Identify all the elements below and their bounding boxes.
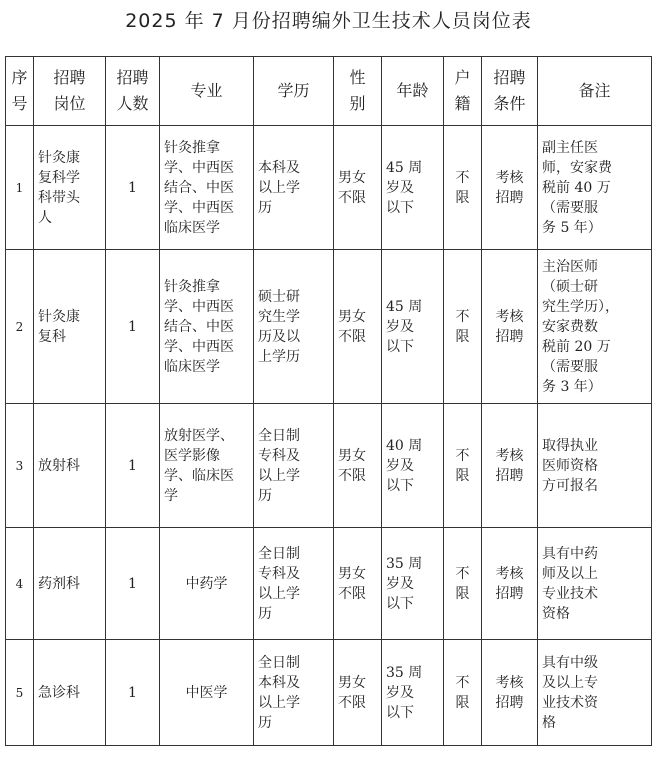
table-row xyxy=(6,404,652,528)
cell-education: 硕士研 究生学 历及以 上学历 xyxy=(254,250,334,404)
header-condition: 招聘 条件 xyxy=(482,57,538,126)
table-row xyxy=(6,126,652,250)
cell-major: 针灸推拿 学、中西医 结合、中医 学、中西医 临床医学 xyxy=(160,250,254,404)
cell-education: 全日制 专科及 以上学 历 xyxy=(254,404,334,528)
header-position: 招聘 岗位 xyxy=(34,57,106,126)
cell-count: 1 xyxy=(106,528,160,640)
cell-no: 2 xyxy=(6,250,34,404)
cell-hukou: 不 限 xyxy=(444,126,482,250)
recruitment-table xyxy=(5,56,652,746)
cell-count: 1 xyxy=(106,404,160,528)
cell-age: 35 周 岁及 以下 xyxy=(382,528,444,640)
cell-age: 45 周 岁及 以下 xyxy=(382,250,444,404)
cell-note: 取得执业 医师资格 方可报名 xyxy=(538,404,652,528)
header-no: 序 号 xyxy=(6,57,34,126)
cell-hukou: 不 限 xyxy=(444,640,482,746)
cell-hukou: 不 限 xyxy=(444,250,482,404)
cell-note: 具有中级 及以上专 业技术资 格 xyxy=(538,640,652,746)
header-major: 专业 xyxy=(160,57,254,126)
cell-hukou: 不 限 xyxy=(444,404,482,528)
header-gender: 性 别 xyxy=(334,57,382,126)
table-row xyxy=(6,250,652,404)
cell-condition: 考核 招聘 xyxy=(482,640,538,746)
page-title: 2025 年 7 月份招聘编外卫生技术人员岗位表 xyxy=(125,10,532,32)
cell-position: 急诊科 xyxy=(34,640,106,746)
cell-condition: 考核 招聘 xyxy=(482,528,538,640)
cell-gender: 男女 不限 xyxy=(334,640,382,746)
cell-major: 中药学 xyxy=(160,528,254,640)
cell-no: 5 xyxy=(6,640,34,746)
cell-major: 针灸推拿 学、中西医 结合、中医 学、中西医 临床医学 xyxy=(160,126,254,250)
cell-count: 1 xyxy=(106,126,160,250)
cell-education: 全日制 专科及 以上学 历 xyxy=(254,528,334,640)
cell-age: 35 周 岁及 以下 xyxy=(382,640,444,746)
cell-major: 放射医学、 医学影像 学、临床医 学 xyxy=(160,404,254,528)
cell-gender: 男女 不限 xyxy=(334,250,382,404)
cell-major: 中医学 xyxy=(160,640,254,746)
cell-education: 本科及 以上学 历 xyxy=(254,126,334,250)
cell-condition: 考核 招聘 xyxy=(482,404,538,528)
cell-age: 45 周 岁及 以下 xyxy=(382,126,444,250)
cell-position: 放射科 xyxy=(34,404,106,528)
cell-condition: 考核 招聘 xyxy=(482,126,538,250)
cell-note: 副主任医 师，安家费 税前 40 万 （需要服 务 5 年） xyxy=(538,126,652,250)
header-count: 招聘 人数 xyxy=(106,57,160,126)
cell-gender: 男女 不限 xyxy=(334,404,382,528)
cell-age: 40 周 岁及 以下 xyxy=(382,404,444,528)
header-note: 备注 xyxy=(538,57,652,126)
table-row xyxy=(6,528,652,640)
cell-gender: 男女 不限 xyxy=(334,126,382,250)
cell-no: 3 xyxy=(6,404,34,528)
header-row xyxy=(6,57,652,126)
cell-count: 1 xyxy=(106,250,160,404)
cell-note: 主治医师 （硕士研 究生学历）， 安家费数 税前 20 万 （需要服 务 3 年） xyxy=(538,250,652,404)
cell-note: 具有中药 师及以上 专业技术 资格 xyxy=(538,528,652,640)
cell-condition: 考核 招聘 xyxy=(482,250,538,404)
cell-position: 针灸康 复科学 科带头 人 xyxy=(34,126,106,250)
table-row xyxy=(6,640,652,746)
cell-education: 全日制 本科及 以上学 历 xyxy=(254,640,334,746)
cell-position: 针灸康 复科 xyxy=(34,250,106,404)
header-hukou: 户 籍 xyxy=(444,57,482,126)
cell-hukou: 不 限 xyxy=(444,528,482,640)
cell-no: 4 xyxy=(6,528,34,640)
header-age: 年龄 xyxy=(382,57,444,126)
cell-count: 1 xyxy=(106,640,160,746)
header-education: 学历 xyxy=(254,57,334,126)
cell-gender: 男女 不限 xyxy=(334,528,382,640)
cell-no: 1 xyxy=(6,126,34,250)
cell-position: 药剂科 xyxy=(34,528,106,640)
